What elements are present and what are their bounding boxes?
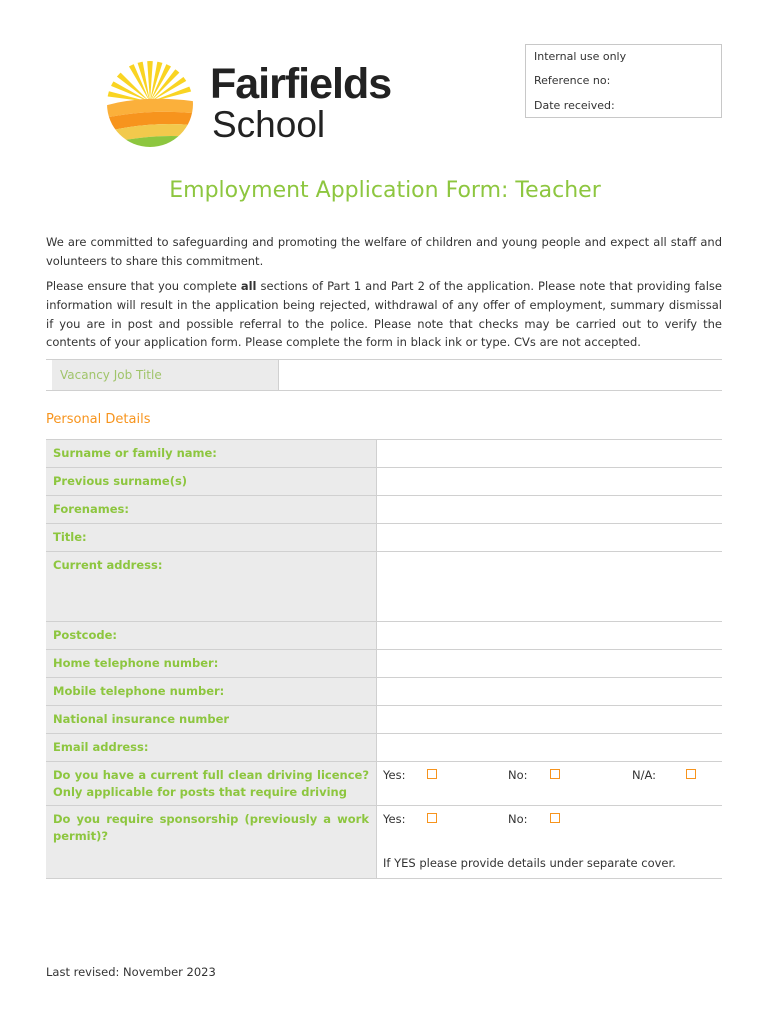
date-received-label: Date received: [534,99,615,112]
form-row [46,677,722,706]
national-insurance-input[interactable] [376,706,722,734]
postcode-label: Postcode: [46,622,376,650]
mobile-telephone-label: Mobile telephone number: [46,678,376,706]
driving-licence-label: Do you have a current full clean driving licence? Only applicable for posts that require driving [46,762,376,806]
driving-na-label: N/A: [632,768,657,782]
form-row [46,649,722,678]
form-row [46,733,722,762]
title-label: Title: [46,524,376,552]
previous-surname-label: Previous surname(s) [46,468,376,496]
form-row [46,705,722,734]
driving-no-checkbox[interactable] [550,769,560,779]
intro-paragraph-2: Please ensure that you complete all sections of Part 1 and Part 2 of the application. Please note that providing false information will result in the application being rejected, withdrawal of any offer of employment, summary dismissal if you are in post and possible referral to the police. Please note that checks may be carried out to verify the contents of your application form. Please complete the form in black ink or type. CVs are not accepted. [46,279,722,350]
sponsorship-yes-checkbox[interactable] [427,813,437,823]
personal-details-heading: Personal Details [46,412,151,427]
internal-heading: Internal use only [534,50,627,63]
driving-yes-label: Yes: [383,768,406,782]
previous-surname-input[interactable] [376,468,722,496]
driving-na-checkbox[interactable] [686,769,696,779]
sun-landscape-icon [104,58,200,150]
home-telephone-input[interactable] [376,650,722,678]
sponsorship-options [376,806,722,878]
forenames-label: Forenames: [46,496,376,524]
page-title: Employment Application Form: Teacher [169,178,601,203]
last-revised: Last revised: November 2023 [46,965,216,979]
driving-yes-checkbox[interactable] [427,769,437,779]
email-label: Email address: [46,734,376,762]
form-row [46,439,722,468]
form-row [46,523,722,552]
national-insurance-label: National insurance number [46,706,376,734]
driving-licence-row [46,761,722,806]
driving-no-label: No: [508,768,528,782]
sponsorship-no-checkbox[interactable] [550,813,560,823]
brand-subname: School [212,104,326,145]
current-address-label: Current address: [46,552,376,622]
form-row [46,495,722,524]
current-address-input[interactable] [376,552,722,622]
title-input[interactable] [376,524,722,552]
vacancy-row [46,359,722,391]
vacancy-label: Vacancy Job Title [52,360,278,390]
mobile-telephone-input[interactable] [376,678,722,706]
sponsorship-note: If YES please provide details under separate cover. [383,856,676,870]
sponsorship-label: Do you require sponsorship (previously a work permit)? [46,806,376,878]
brand-name: Fairfields [210,60,392,108]
form-row [46,467,722,496]
school-logo [104,58,404,150]
vacancy-input[interactable] [278,360,722,390]
surname-label: Surname or family name: [46,440,376,468]
reference-no-label: Reference no: [534,74,611,87]
sponsorship-yes-label: Yes: [383,812,406,826]
intro-paragraph-1: We are committed to safeguarding and promoting the welfare of children and young people and expect all staff and volunteers to share this commitment. [46,235,722,268]
home-telephone-label: Home telephone number: [46,650,376,678]
postcode-input[interactable] [376,622,722,650]
surname-input[interactable] [376,440,722,468]
internal-use-box [525,44,722,118]
forenames-input[interactable] [376,496,722,524]
sponsorship-no-label: No: [508,812,528,826]
form-row [46,621,722,650]
form-row [46,551,722,622]
sponsorship-row [46,805,722,879]
email-input[interactable] [376,734,722,762]
driving-licence-options [376,762,722,806]
